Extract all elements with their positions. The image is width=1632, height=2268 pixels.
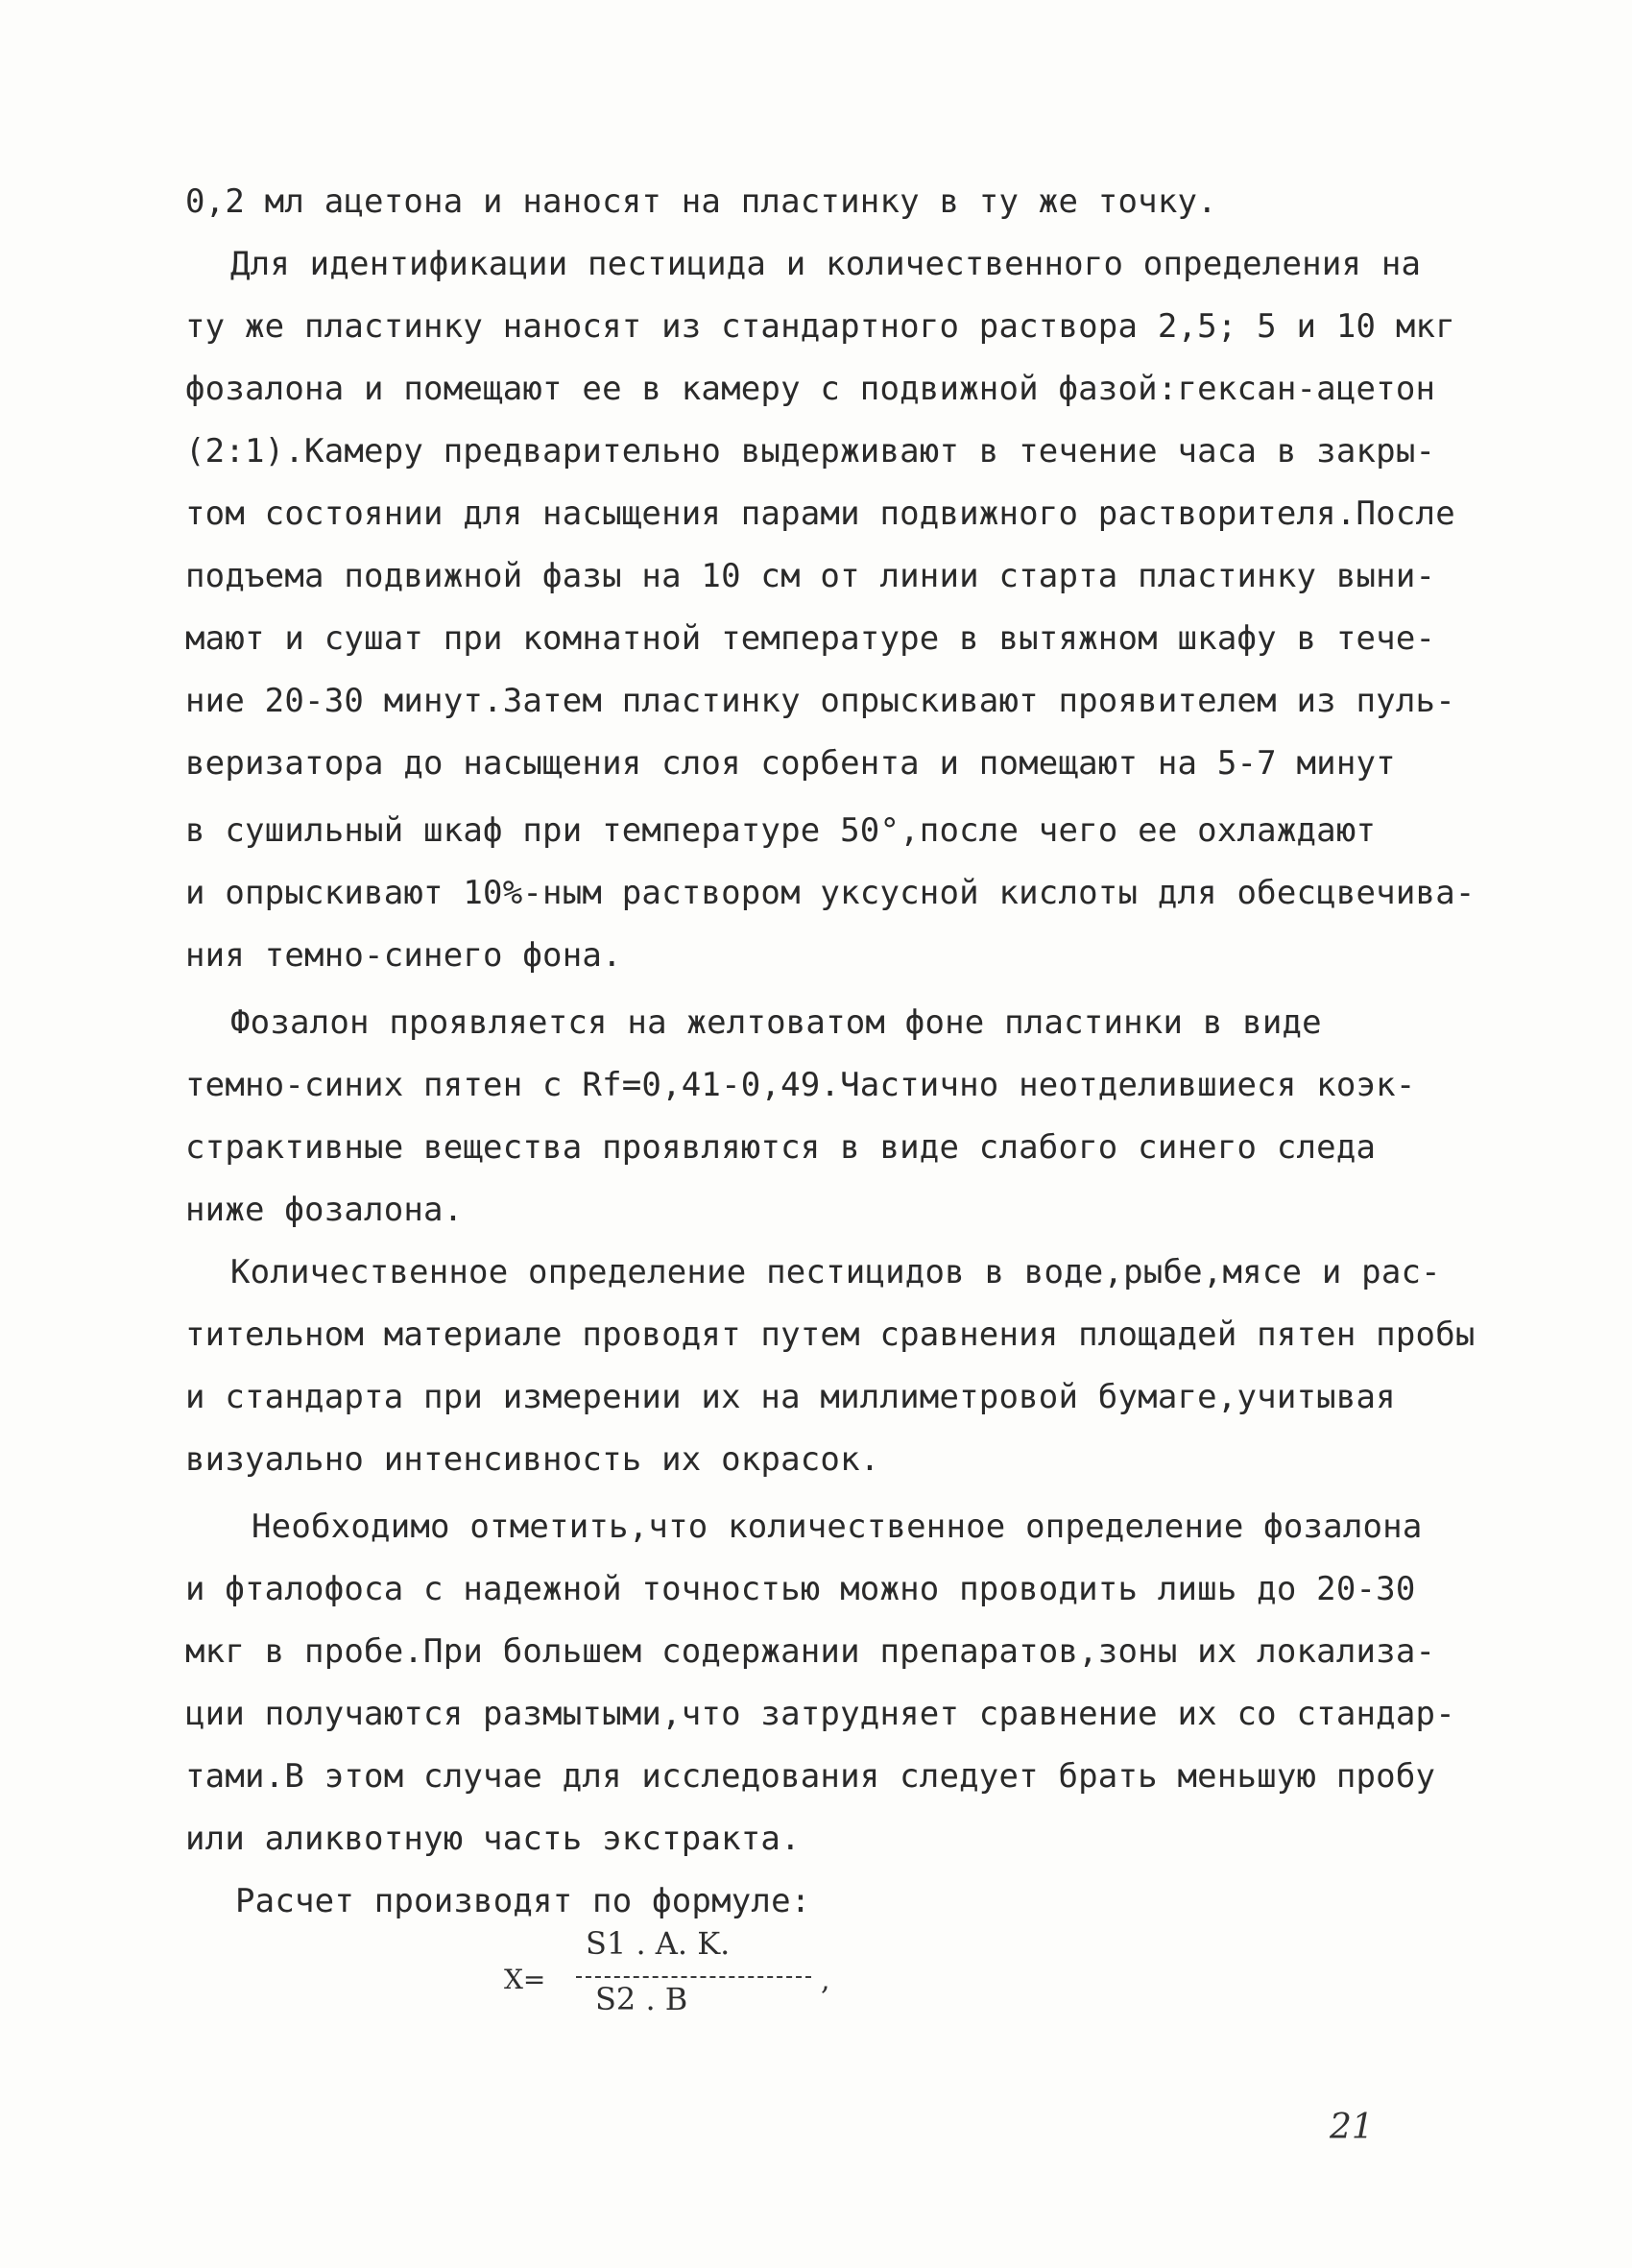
text-line: Фозалон проявляется на желтоватом фоне пластинки в виде [230, 1003, 1322, 1042]
text-line: или аликвотную часть экстракта. [185, 1820, 801, 1858]
text-line: Расчет производят по формуле: [235, 1882, 811, 1920]
text-line: и стандарта при измерении их на миллиметровой бумаге,учитывая [185, 1378, 1396, 1416]
text-line: ниже фозалона. [185, 1191, 464, 1229]
text-line: мкг в пробе.При большем содержании препаратов,зоны их локализа- [185, 1632, 1436, 1671]
text-line: и опрыскивают 10%-ным раствором уксусной кислоты для обесцвечива- [185, 874, 1476, 912]
formula-numerator: S1 . A. K. [586, 1925, 731, 1962]
text-line: визуально интенсивность их окрасок. [185, 1440, 880, 1479]
text-line: тами.В этом случае для исследования следует брать меньшую пробу [185, 1757, 1436, 1796]
text-line: Для идентификации пестицида и количественного определения на [230, 245, 1422, 283]
formula-trailing: , [821, 1964, 830, 1997]
fraction-bar [576, 1976, 811, 1978]
text-line: и фталофоса с надежной точностью можно проводить лишь до 20-30 [185, 1570, 1416, 1608]
text-line: том состоянии для насыщения парами подвижного растворителя.После [185, 495, 1455, 533]
text-line: Необходимо отметить,что количественное определение фозалона [252, 1508, 1423, 1546]
formula-denominator: S2 . B [595, 1981, 688, 2017]
text-line: фозалона и помещают ее в камеру с подвижной фазой:гексан-ацетон [185, 370, 1436, 408]
text-line: ние 20-30 минут.Затем пластинку опрыскивают проявителем из пуль- [185, 682, 1455, 720]
formula-lhs: X= [504, 1964, 546, 1995]
page-number: 21 [1330, 2108, 1374, 2147]
text-line: страктивные вещества проявляются в виде слабого синего следа [185, 1128, 1377, 1167]
text-line: Количественное определение пестицидов в воде,рыбе,мясе и рас- [230, 1253, 1441, 1291]
text-line: в сушильный шкаф при температуре 50°,после чего ее охлаждают [185, 811, 1377, 850]
text-line: 0,2 мл ацетона и наносят на пластинку в ту же точку. [185, 182, 1217, 221]
text-line: мают и сушат при комнатной температуре в вытяжном шкафу в тече- [185, 619, 1436, 658]
text-line: ции получаются размытыми,что затрудняет сравнение их со стандар- [185, 1695, 1455, 1733]
text-line: ту же пластинку наносят из стандартного раствора 2,5; 5 и 10 мкг [185, 307, 1455, 346]
text-line: ния темно-синего фона. [185, 936, 622, 975]
calculation-formula [504, 1925, 869, 2036]
text-line: тительном материале проводят путем сравнения площадей пятен пробы [185, 1315, 1476, 1354]
text-line: (2:1).Камеру предварительно выдерживают в течение часа в закры- [185, 432, 1436, 470]
text-line: темно-синих пятен с Rf=0,41-0,49.Частично неотделившиеся коэк- [185, 1066, 1416, 1104]
text-line: веризатора до насыщения слоя сорбента и помещают на 5-7 минут [185, 744, 1396, 783]
text-line: подъема подвижной фазы на 10 см от линии старта пластинку выни- [185, 557, 1436, 595]
